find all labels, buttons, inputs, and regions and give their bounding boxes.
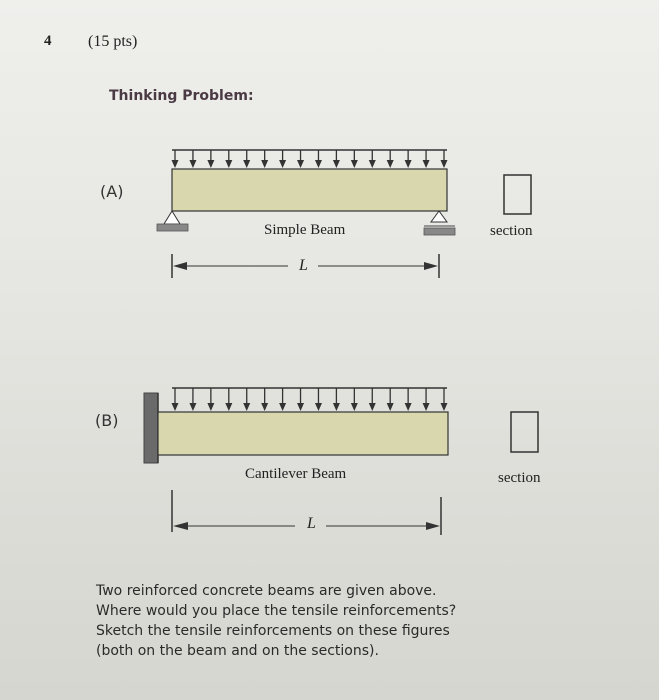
points-label: (15 pts) bbox=[88, 33, 138, 50]
roller-support-right bbox=[424, 211, 455, 235]
load-arrow-head bbox=[423, 403, 430, 411]
question-line: Sketch the tensile reinforcements on these figures bbox=[96, 623, 450, 639]
distributed-load-arrows-b bbox=[172, 388, 448, 411]
question-text bbox=[96, 581, 566, 661]
load-arrow-head bbox=[315, 403, 322, 411]
load-arrow-head bbox=[351, 160, 358, 168]
cantilever-beam-caption: Cantilever Beam bbox=[245, 466, 347, 482]
problem-heading: Thinking Problem: bbox=[109, 88, 254, 104]
load-arrow-head bbox=[441, 403, 448, 411]
simple-beam bbox=[172, 169, 447, 211]
load-arrow-head bbox=[225, 160, 232, 168]
load-arrow-head bbox=[405, 160, 412, 168]
span-label-b: L bbox=[307, 515, 316, 532]
load-arrow-head bbox=[172, 160, 179, 168]
question-number: 4 bbox=[44, 33, 52, 49]
load-arrow-head bbox=[279, 403, 286, 411]
load-arrow-head bbox=[189, 403, 196, 411]
section-caption-a: section bbox=[490, 223, 533, 239]
cross-section-a bbox=[504, 175, 531, 214]
load-arrow-head bbox=[261, 160, 268, 168]
load-arrow-head bbox=[387, 403, 394, 411]
load-arrow-head bbox=[405, 403, 412, 411]
span-label-a: L bbox=[299, 257, 308, 274]
load-arrow-head bbox=[387, 160, 394, 168]
load-arrow-head bbox=[369, 160, 376, 168]
figure-a-label: (A) bbox=[100, 182, 124, 201]
cross-section-b bbox=[511, 412, 538, 452]
question-line: (both on the beam and on the sections). bbox=[96, 643, 379, 659]
load-arrow-head bbox=[297, 403, 304, 411]
fixed-wall bbox=[144, 393, 158, 463]
load-arrow-head bbox=[315, 160, 322, 168]
load-arrow-head bbox=[243, 160, 250, 168]
load-arrow-head bbox=[243, 403, 250, 411]
pin-support-left bbox=[157, 211, 188, 231]
load-arrow-head bbox=[297, 160, 304, 168]
load-arrow-head bbox=[333, 403, 340, 411]
load-arrow-head bbox=[207, 403, 214, 411]
distributed-load-arrows-a bbox=[172, 150, 448, 168]
load-arrow-head bbox=[351, 403, 358, 411]
cantilever-beam bbox=[158, 412, 448, 455]
question-line: Where would you place the tensile reinforcements? bbox=[96, 603, 457, 619]
simple-beam-caption: Simple Beam bbox=[264, 222, 346, 238]
load-arrow-head bbox=[225, 403, 232, 411]
section-caption-b: section bbox=[498, 470, 541, 486]
load-arrow-head bbox=[279, 160, 286, 168]
simple-beam-figure bbox=[157, 150, 531, 278]
load-arrow-head bbox=[423, 160, 430, 168]
load-arrow-head bbox=[189, 160, 196, 168]
load-arrow-head bbox=[441, 160, 448, 168]
load-arrow-head bbox=[369, 403, 376, 411]
load-arrow-head bbox=[172, 403, 179, 411]
load-arrow-head bbox=[261, 403, 268, 411]
cantilever-beam-figure bbox=[144, 388, 538, 535]
question-line: Two reinforced concrete beams are given above. bbox=[96, 583, 437, 599]
figure-b-label: (B) bbox=[95, 411, 119, 430]
load-arrow-head bbox=[333, 160, 340, 168]
load-arrow-head bbox=[207, 160, 214, 168]
